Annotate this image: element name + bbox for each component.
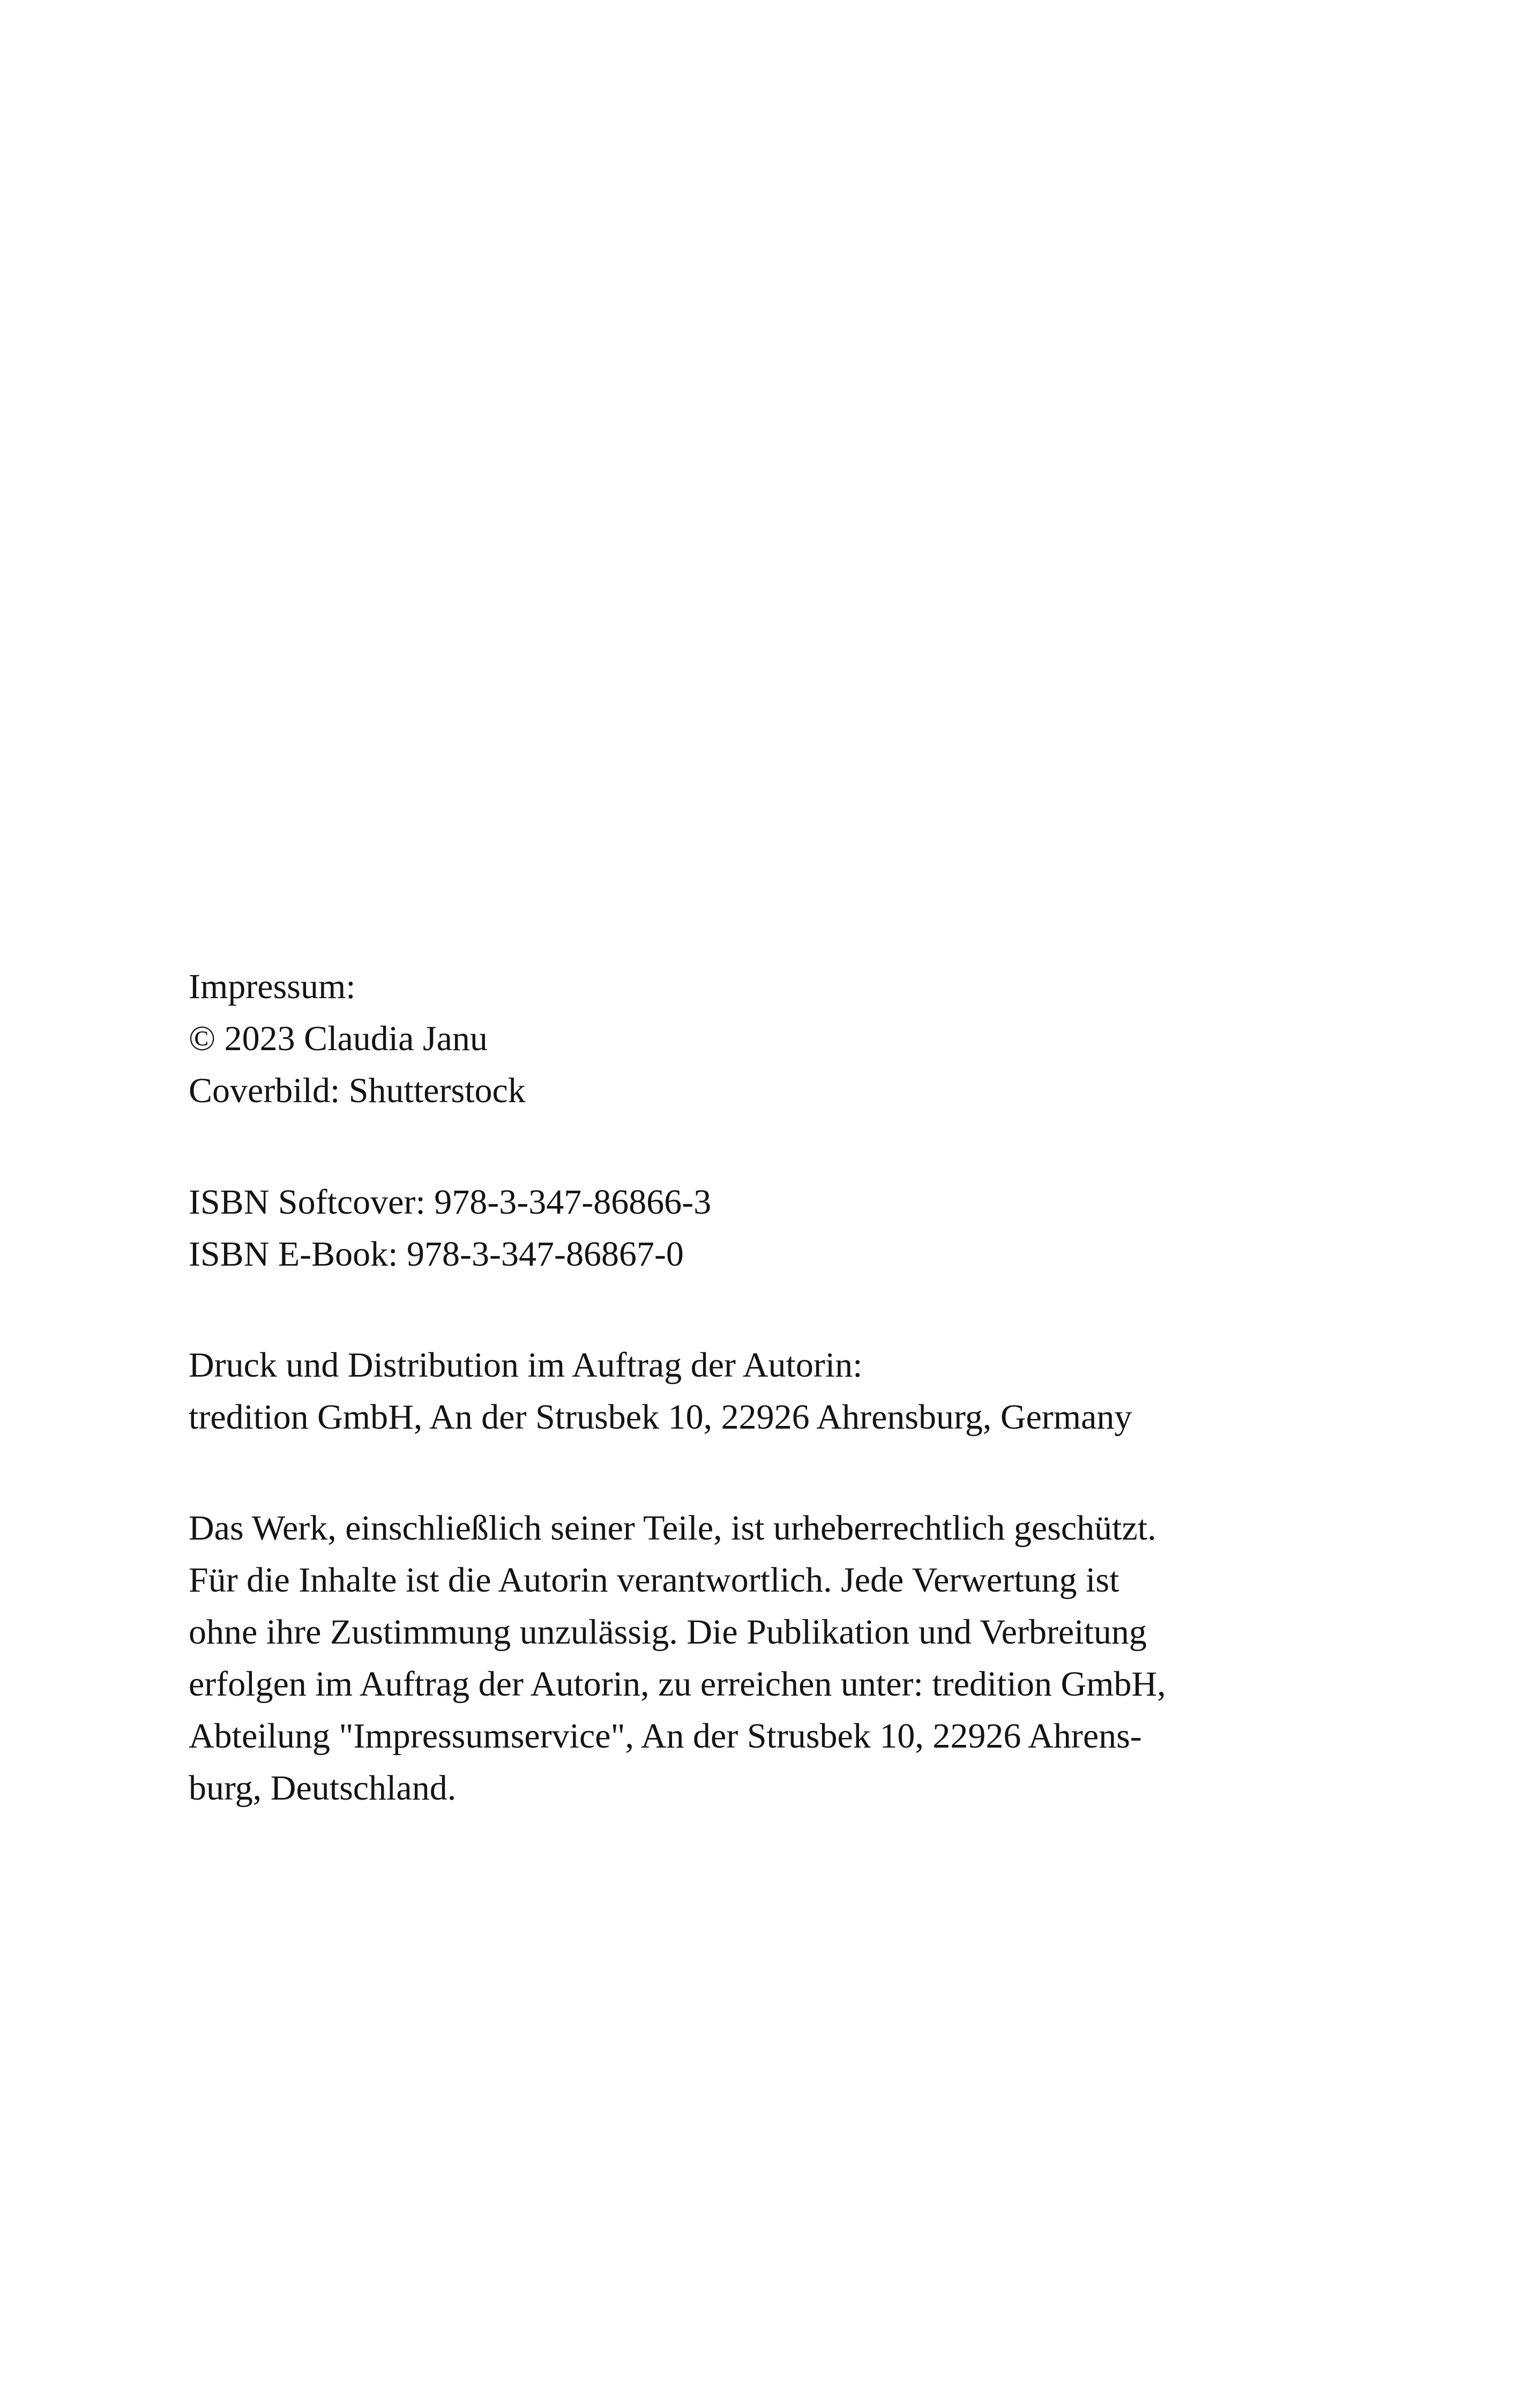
copyright-line: © 2023 Claudia Janu <box>189 1019 488 1058</box>
distribution-line: Druck und Distribution im Auftrag der Autorin: <box>189 1346 863 1385</box>
cover-image-credit: Coverbild: Shutterstock <box>189 1071 526 1110</box>
legal-line: Abteilung "Impressumservice", An der Strusbek 10, 22926 Ahrens- <box>189 1716 1142 1756</box>
legal-line: Das Werk, einschließlich seiner Teile, ist urheberrechtlich geschützt. <box>189 1508 1156 1548</box>
legal-notice <box>189 1502 1346 1814</box>
legal-line: burg, Deutschland. <box>189 1768 457 1808</box>
isbn-softcover: ISBN Softcover: 978-3-347-86866-3 <box>189 1183 712 1222</box>
isbn-ebook: ISBN E-Book: 978-3-347-86867-0 <box>189 1235 684 1274</box>
legal-line: Für die Inhalte ist die Autorin verantwortlich. Jede Verwertung ist <box>189 1560 1119 1600</box>
imprint-heading: Impressum: <box>189 967 356 1006</box>
publisher-address: tredition GmbH, An der Strusbek 10, 22926 Ahrensburg, Germany <box>189 1398 1132 1437</box>
imprint-section <box>189 961 1346 1814</box>
legal-line: erfolgen im Auftrag der Autorin, zu erreichen unter: tredition GmbH, <box>189 1664 1166 1704</box>
legal-line: ohne ihre Zustimmung unzulässig. Die Publikation und Verbreitung <box>189 1612 1147 1652</box>
isbn-block <box>189 1176 1346 1280</box>
distribution-block <box>189 1339 1346 1443</box>
